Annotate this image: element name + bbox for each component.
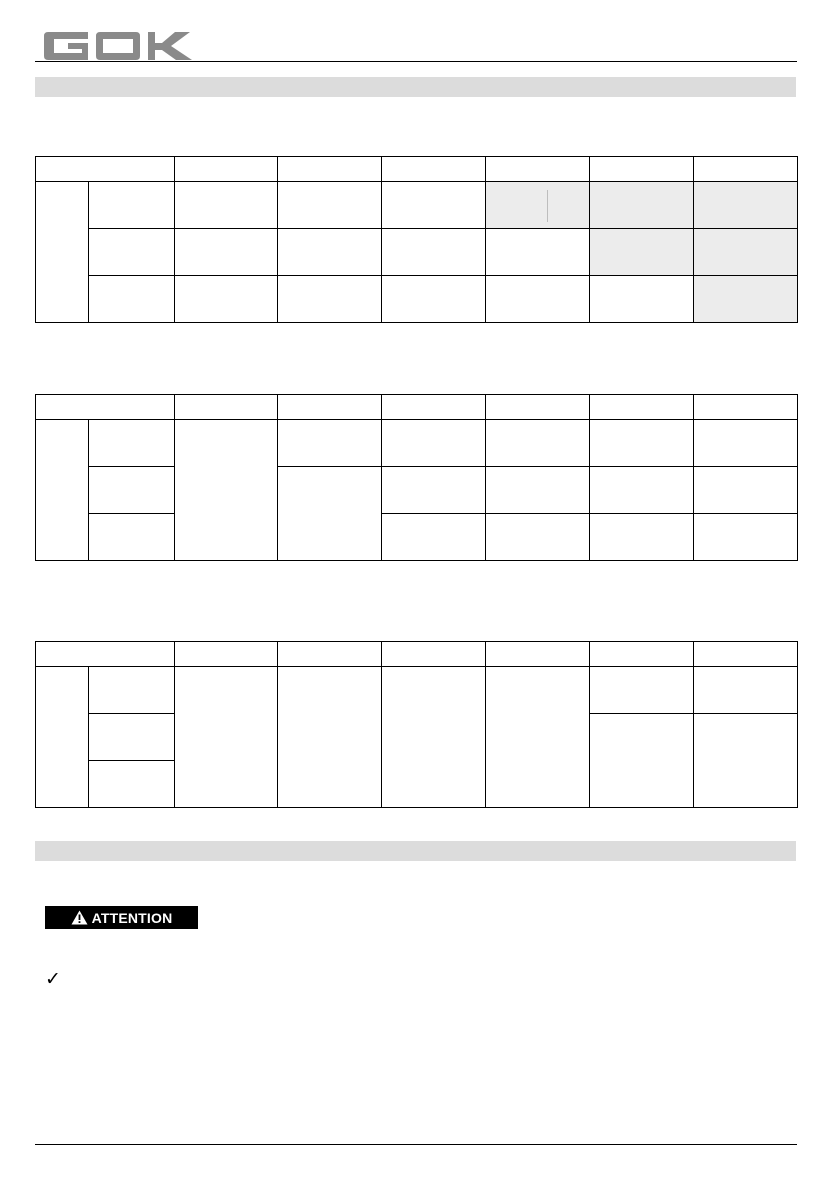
table-cell bbox=[175, 229, 278, 276]
table-cell bbox=[278, 182, 382, 229]
table-cell bbox=[486, 514, 590, 561]
table-cell bbox=[694, 276, 798, 323]
row-label-cell bbox=[89, 467, 175, 514]
table-row bbox=[36, 667, 798, 714]
spec-table-2 bbox=[35, 394, 798, 561]
table-cell bbox=[175, 182, 278, 229]
merged-cell bbox=[175, 420, 278, 561]
header-cell bbox=[382, 395, 486, 420]
header-cell bbox=[590, 642, 694, 667]
merged-cell bbox=[278, 667, 382, 808]
header-cell bbox=[36, 642, 175, 667]
table-cell bbox=[382, 514, 486, 561]
header-cell bbox=[694, 642, 798, 667]
header-cell bbox=[278, 642, 382, 667]
spec-table-1 bbox=[35, 156, 798, 323]
attention-label: ATTENTION bbox=[91, 909, 173, 926]
table-cell bbox=[278, 420, 382, 467]
row-label-cell bbox=[89, 229, 175, 276]
table-cell bbox=[486, 420, 590, 467]
merged-cell bbox=[278, 467, 382, 561]
table-row bbox=[36, 514, 798, 561]
merged-cell bbox=[382, 667, 486, 808]
table-row bbox=[36, 182, 798, 229]
table-cell bbox=[590, 514, 694, 561]
merged-cell bbox=[590, 714, 694, 808]
table-cell bbox=[486, 467, 590, 514]
header-cell bbox=[175, 157, 278, 182]
table-cell bbox=[694, 420, 798, 467]
checkmark-icon: ✓ bbox=[45, 968, 61, 990]
table-cell bbox=[382, 420, 486, 467]
table-cell bbox=[486, 182, 590, 229]
attention-badge bbox=[45, 906, 198, 929]
row-label-cell bbox=[89, 514, 175, 561]
header-cell bbox=[278, 157, 382, 182]
table-cell bbox=[590, 182, 694, 229]
row-group-cell bbox=[36, 420, 89, 561]
header-cell bbox=[36, 157, 175, 182]
section-header-bar bbox=[35, 77, 796, 97]
table-cell bbox=[382, 467, 486, 514]
header-cell bbox=[486, 157, 590, 182]
footer-rule bbox=[35, 1144, 797, 1145]
table-cell bbox=[694, 514, 798, 561]
table-header-row bbox=[36, 157, 798, 182]
table-cell bbox=[382, 229, 486, 276]
table-row bbox=[36, 467, 798, 514]
table-header-row bbox=[36, 395, 798, 420]
table-cell bbox=[175, 276, 278, 323]
row-label-cell bbox=[89, 182, 175, 229]
header-cell bbox=[694, 157, 798, 182]
row-label-cell bbox=[89, 276, 175, 323]
table-cell bbox=[694, 667, 798, 714]
merged-cell bbox=[175, 667, 278, 808]
header-cell bbox=[590, 157, 694, 182]
header-cell bbox=[175, 395, 278, 420]
row-label-cell bbox=[89, 420, 175, 467]
header-cell bbox=[694, 395, 798, 420]
header-cell bbox=[382, 642, 486, 667]
table-cell bbox=[694, 182, 798, 229]
table-cell bbox=[382, 276, 486, 323]
row-label-cell bbox=[89, 667, 175, 714]
header-cell bbox=[175, 642, 278, 667]
table-cell bbox=[486, 229, 590, 276]
section-header-bar bbox=[35, 841, 796, 861]
header-cell bbox=[382, 157, 486, 182]
merged-cell bbox=[486, 667, 590, 808]
row-group-cell bbox=[36, 667, 89, 808]
table-row bbox=[36, 229, 798, 276]
table-cell bbox=[694, 229, 798, 276]
header-cell bbox=[278, 395, 382, 420]
row-group-cell bbox=[36, 182, 89, 323]
table-cell bbox=[590, 667, 694, 714]
table-cell bbox=[590, 276, 694, 323]
table-cell bbox=[278, 276, 382, 323]
header-cell bbox=[486, 642, 590, 667]
warning-triangle-icon bbox=[71, 910, 88, 925]
spec-table-3 bbox=[35, 641, 798, 808]
header-cell bbox=[486, 395, 590, 420]
table-cell bbox=[382, 182, 486, 229]
merged-cell bbox=[694, 714, 798, 808]
row-label-cell bbox=[89, 714, 175, 761]
table-cell bbox=[590, 467, 694, 514]
table-cell bbox=[278, 229, 382, 276]
table-cell bbox=[590, 420, 694, 467]
table-row bbox=[36, 276, 798, 323]
header-cell bbox=[36, 395, 175, 420]
table-cell bbox=[694, 467, 798, 514]
table-header-row bbox=[36, 642, 798, 667]
header-rule bbox=[35, 61, 797, 62]
header-cell bbox=[590, 395, 694, 420]
row-label-cell bbox=[89, 761, 175, 808]
table-row bbox=[36, 420, 798, 467]
table-cell bbox=[486, 276, 590, 323]
table-cell bbox=[590, 229, 694, 276]
gok-logo bbox=[44, 32, 194, 60]
